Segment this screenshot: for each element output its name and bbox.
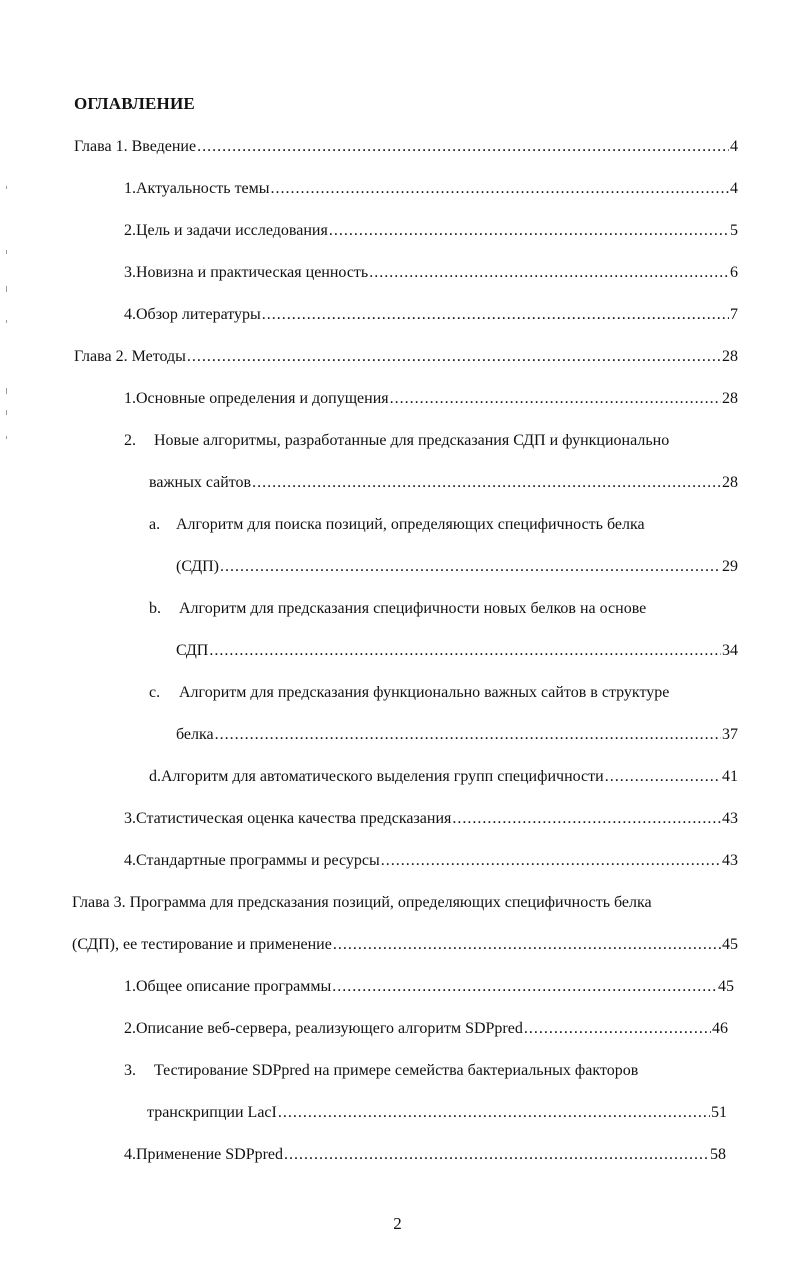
toc-entry-page: 43 <box>722 810 738 827</box>
toc-entry-page: 4 <box>730 138 738 155</box>
toc-entry-page: 5 <box>730 222 738 239</box>
toc-entry-number: 4. <box>124 852 136 869</box>
toc-entry-text: Глава 2. Методы <box>74 348 186 365</box>
toc-entry-text: Описание веб-сервера, реализующего алгоритм SDPpred <box>136 1020 523 1037</box>
toc-entry-text: Общее описание программы <box>136 978 332 995</box>
toc-entry-text: Алгоритм для предсказания специфичности новых белков на основе <box>179 600 647 617</box>
toc-entry-number: a. <box>149 516 161 533</box>
toc-entry-2-4[interactable] <box>124 850 738 872</box>
toc-entry-1-2[interactable] <box>124 220 738 242</box>
toc-entry-page: 28 <box>722 474 738 491</box>
toc-entry-text: Новые алгоритмы, разработанные для предсказания СДП и функционально <box>154 432 670 449</box>
toc-leader-dots <box>215 724 721 746</box>
toc-leader-dots <box>209 640 721 662</box>
page-number: 2 <box>393 1214 402 1233</box>
toc-entry-page: 29 <box>722 558 738 575</box>
toc-leader-dots <box>332 976 717 998</box>
scan-speck <box>6 186 7 189</box>
scan-speck <box>6 388 7 394</box>
toc-entry-text: Обзор литературы <box>136 306 261 323</box>
toc-entry-3-2[interactable] <box>124 1018 728 1040</box>
toc-entry-chapter-3[interactable] <box>72 892 652 914</box>
toc-leader-dots <box>381 850 721 872</box>
toc-entry-number: 2. <box>124 222 136 239</box>
toc-entry-1-3[interactable] <box>124 262 738 284</box>
toc-entry-2-3[interactable] <box>124 808 738 830</box>
toc-leader-dots <box>605 766 721 788</box>
toc-entry-2-2-a[interactable] <box>149 514 645 536</box>
toc-entry-page: 58 <box>710 1146 726 1163</box>
toc-entry-2-2-b-cont[interactable] <box>176 640 738 662</box>
toc-entry-page: 41 <box>722 768 738 785</box>
toc-entry-page: 6 <box>730 264 738 281</box>
toc-leader-dots <box>329 220 729 242</box>
toc-entry-number: 2. <box>124 432 136 449</box>
toc-entry-text: Алгоритм для предсказания функционально важных сайтов в структуре <box>179 684 670 701</box>
toc-entry-page: 34 <box>722 642 738 659</box>
toc-leader-dots <box>369 262 729 284</box>
toc-entry-number: c. <box>149 684 161 701</box>
toc-entry-1-4[interactable] <box>124 304 738 326</box>
scan-speck <box>6 320 7 323</box>
toc-entry-3-4[interactable] <box>124 1144 726 1166</box>
toc-entry-page: 51 <box>711 1104 727 1121</box>
toc-entry-number: b. <box>149 600 161 617</box>
toc-leader-dots <box>187 346 721 368</box>
toc-entry-page: 43 <box>722 852 738 869</box>
toc-entry-number: 3. <box>124 1062 136 1079</box>
toc-entry-number: 2. <box>124 1020 136 1037</box>
toc-leader-dots <box>390 388 721 410</box>
toc-leader-dots <box>252 472 721 494</box>
toc-entry-2-2-a-cont[interactable] <box>176 556 738 578</box>
toc-entry-text-continued: белка <box>176 726 214 743</box>
toc-entry-number: 1. <box>124 180 136 197</box>
toc-entry-page: 28 <box>722 390 738 407</box>
toc-entry-2-2-c[interactable] <box>149 682 669 704</box>
toc-entry-page: 37 <box>722 726 738 743</box>
toc-leader-dots <box>278 1102 710 1124</box>
scan-speck <box>6 286 7 292</box>
toc-entry-text: Цель и задачи исследования <box>136 222 328 239</box>
toc-entry-3-3[interactable] <box>124 1060 638 1082</box>
toc-entry-text-continued: СДП <box>176 642 209 659</box>
toc-entry-2-1[interactable] <box>124 388 738 410</box>
toc-entry-page: 45 <box>722 936 738 953</box>
toc-entry-text: Основные определения и допущения <box>136 390 389 407</box>
scan-speck <box>6 250 7 254</box>
scan-speck <box>6 410 7 415</box>
toc-entry-text: Актуальность темы <box>136 180 270 197</box>
toc-entry-2-2-cont[interactable] <box>149 472 738 494</box>
toc-leader-dots <box>220 556 721 578</box>
toc-entry-chapter-1[interactable] <box>74 136 738 158</box>
toc-entry-2-2[interactable] <box>124 430 669 452</box>
toc-entry-text: Глава 1. Введение <box>74 138 197 155</box>
toc-entry-2-2-c-cont[interactable] <box>176 724 738 746</box>
toc-entry-text: Тестирование SDPpred на примере семейства бактериальных факторов <box>154 1062 639 1079</box>
toc-entry-text: Алгоритм для автоматического выделения групп специфичности <box>161 768 604 785</box>
toc-entry-text: Применение SDPpred <box>136 1146 284 1163</box>
toc-leader-dots <box>452 808 721 830</box>
toc-entry-chapter-3-cont[interactable] <box>72 934 738 956</box>
toc-entry-number: 3. <box>124 810 136 827</box>
toc-leader-dots <box>197 136 729 158</box>
toc-entry-page: 7 <box>730 306 738 323</box>
toc-entry-number: 4. <box>124 1146 136 1163</box>
toc-entry-number: 1. <box>124 978 136 995</box>
toc-leader-dots <box>284 1144 709 1166</box>
toc-entry-2-2-d[interactable] <box>149 766 738 788</box>
toc-entry-text-continued: (СДП), ее тестирование и применение <box>72 936 332 953</box>
toc-entry-text-continued: (СДП) <box>176 558 219 575</box>
toc-leader-dots <box>524 1018 711 1040</box>
toc-leader-dots <box>271 178 729 200</box>
toc-entry-chapter-2[interactable] <box>74 346 738 368</box>
toc-entry-page: 45 <box>718 978 734 995</box>
toc-entry-number: 4. <box>124 306 136 323</box>
toc-entry-text: Стандартные программы и ресурсы <box>136 852 380 869</box>
toc-entry-text: Глава 3. Программа для предсказания позиций, определяющих специфичность белка <box>72 894 652 911</box>
toc-entry-page: 46 <box>712 1020 728 1037</box>
toc-leader-dots <box>262 304 729 326</box>
toc-entry-text: Новизна и практическая ценность <box>136 264 369 281</box>
toc-entry-3-1[interactable] <box>124 976 734 998</box>
toc-entry-number: 3. <box>124 264 136 281</box>
toc-leader-dots <box>333 934 721 956</box>
toc-entry-number: 1. <box>124 390 136 407</box>
toc-entry-1-1[interactable] <box>124 178 738 200</box>
toc-entry-text-continued: транскрипции LacI <box>147 1104 277 1121</box>
scan-speck <box>6 436 7 439</box>
toc-entry-text: Алгоритм для поиска позиций, определяющих специфичность белка <box>176 516 645 533</box>
toc-entry-text: Статистическая оценка качества предсказания <box>136 810 452 827</box>
toc-entry-page: 4 <box>730 180 738 197</box>
toc-entry-2-2-b[interactable] <box>149 598 646 620</box>
toc-entry-page: 28 <box>722 348 738 365</box>
page-title: ОГЛАВЛЕНИЕ <box>74 94 195 113</box>
toc-entry-number: d. <box>149 768 161 785</box>
toc-entry-text-continued: важных сайтов <box>149 474 252 491</box>
toc-entry-3-3-cont[interactable] <box>147 1102 727 1124</box>
